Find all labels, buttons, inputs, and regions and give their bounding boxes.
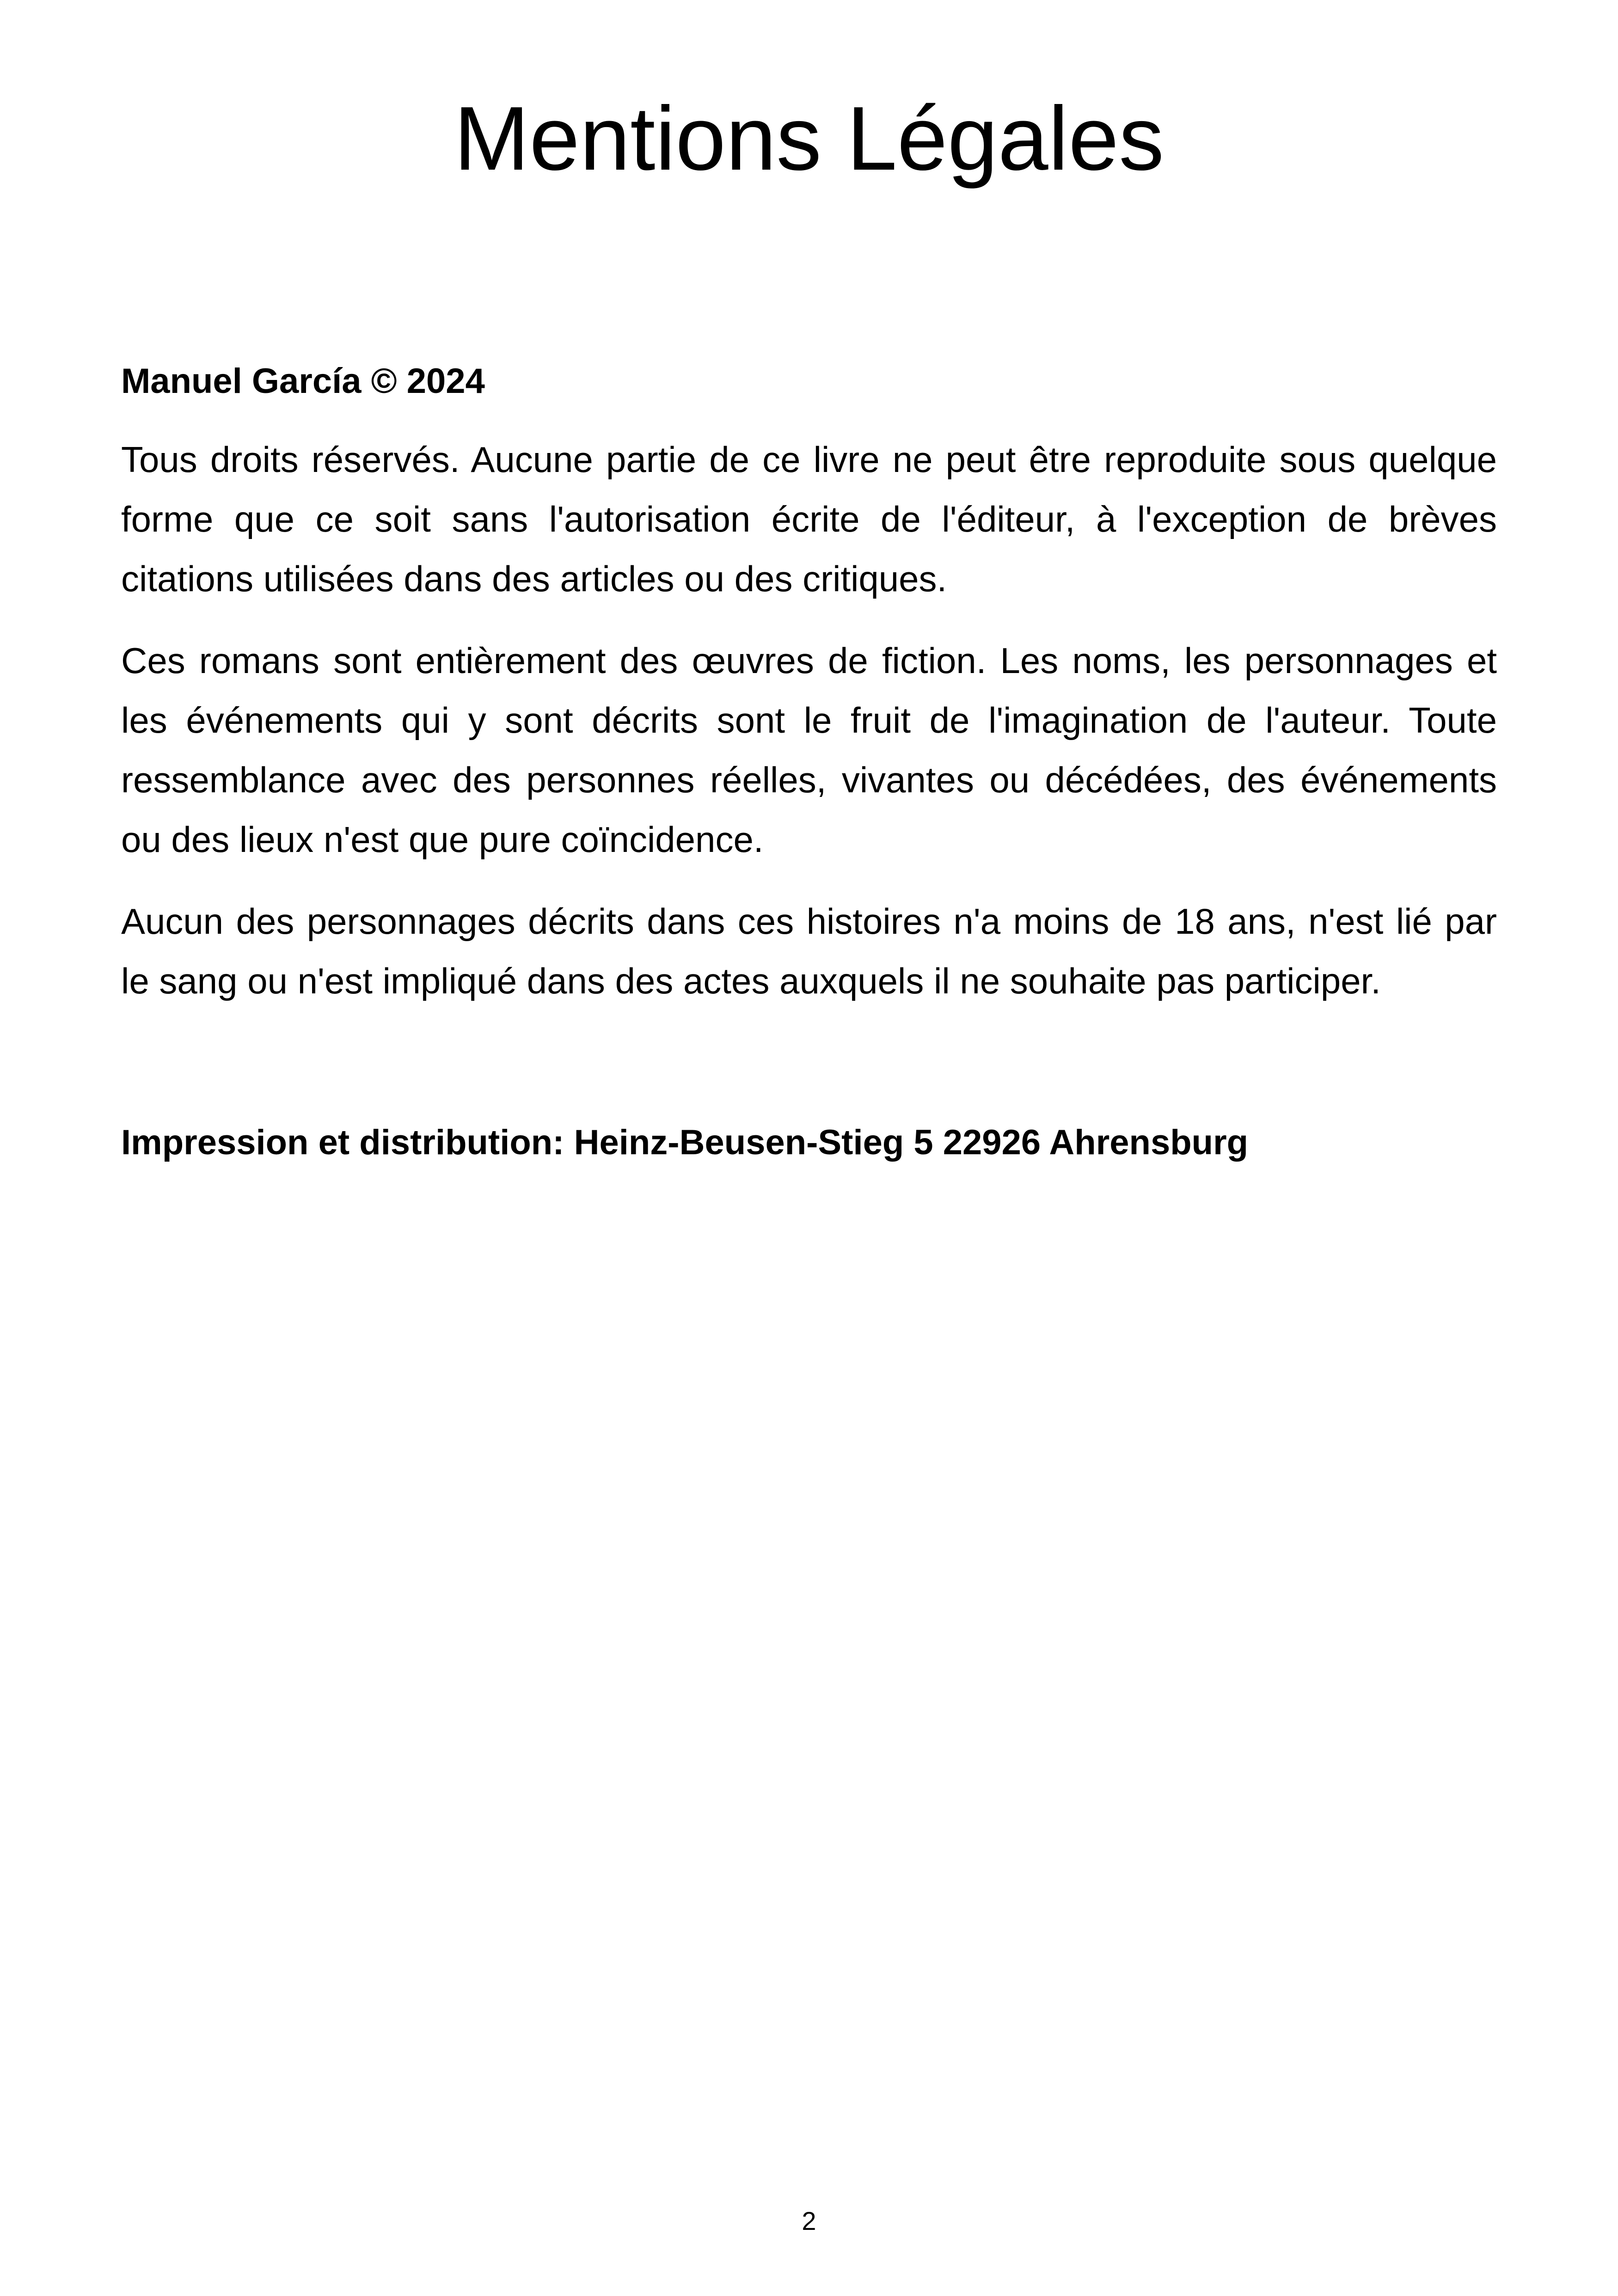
rights-paragraph: Tous droits réservés. Aucune partie de ce livre ne peut être reproduite sous quelque forme que ce soit sans l'autorisation écrite de l'éditeur, à l'exception de brèves citations utilisées dans des articles ou des critiques.: [121, 439, 1497, 599]
legal-content: [121, 356, 1497, 1168]
page-number: 2: [802, 2206, 816, 2235]
page-title: Mentions Légales: [454, 88, 1164, 189]
fiction-disclaimer-paragraph: Ces romans sont entièrement des œuvres de fiction. Les noms, les personnages et les événements qui y sont décrits sont le fruit de l'imagination de l'auteur. Toute ressemblance avec des personnes réelles, vivantes ou décédées, des événements ou des lieux n'est que pure coïncidence.: [121, 640, 1497, 860]
imprint-line: Impression et distribution: Heinz-Beusen-Stieg 5 22926 Ahrensburg: [121, 1123, 1249, 1162]
age-disclaimer-paragraph: Aucun des personnages décrits dans ces histoires n'a moins de 18 ans, n'est lié par le sang ou n'est impliqué dans des actes auxquels il ne souhaite pas participer.: [121, 901, 1497, 1001]
copyright-line: Manuel García © 2024: [121, 361, 485, 401]
